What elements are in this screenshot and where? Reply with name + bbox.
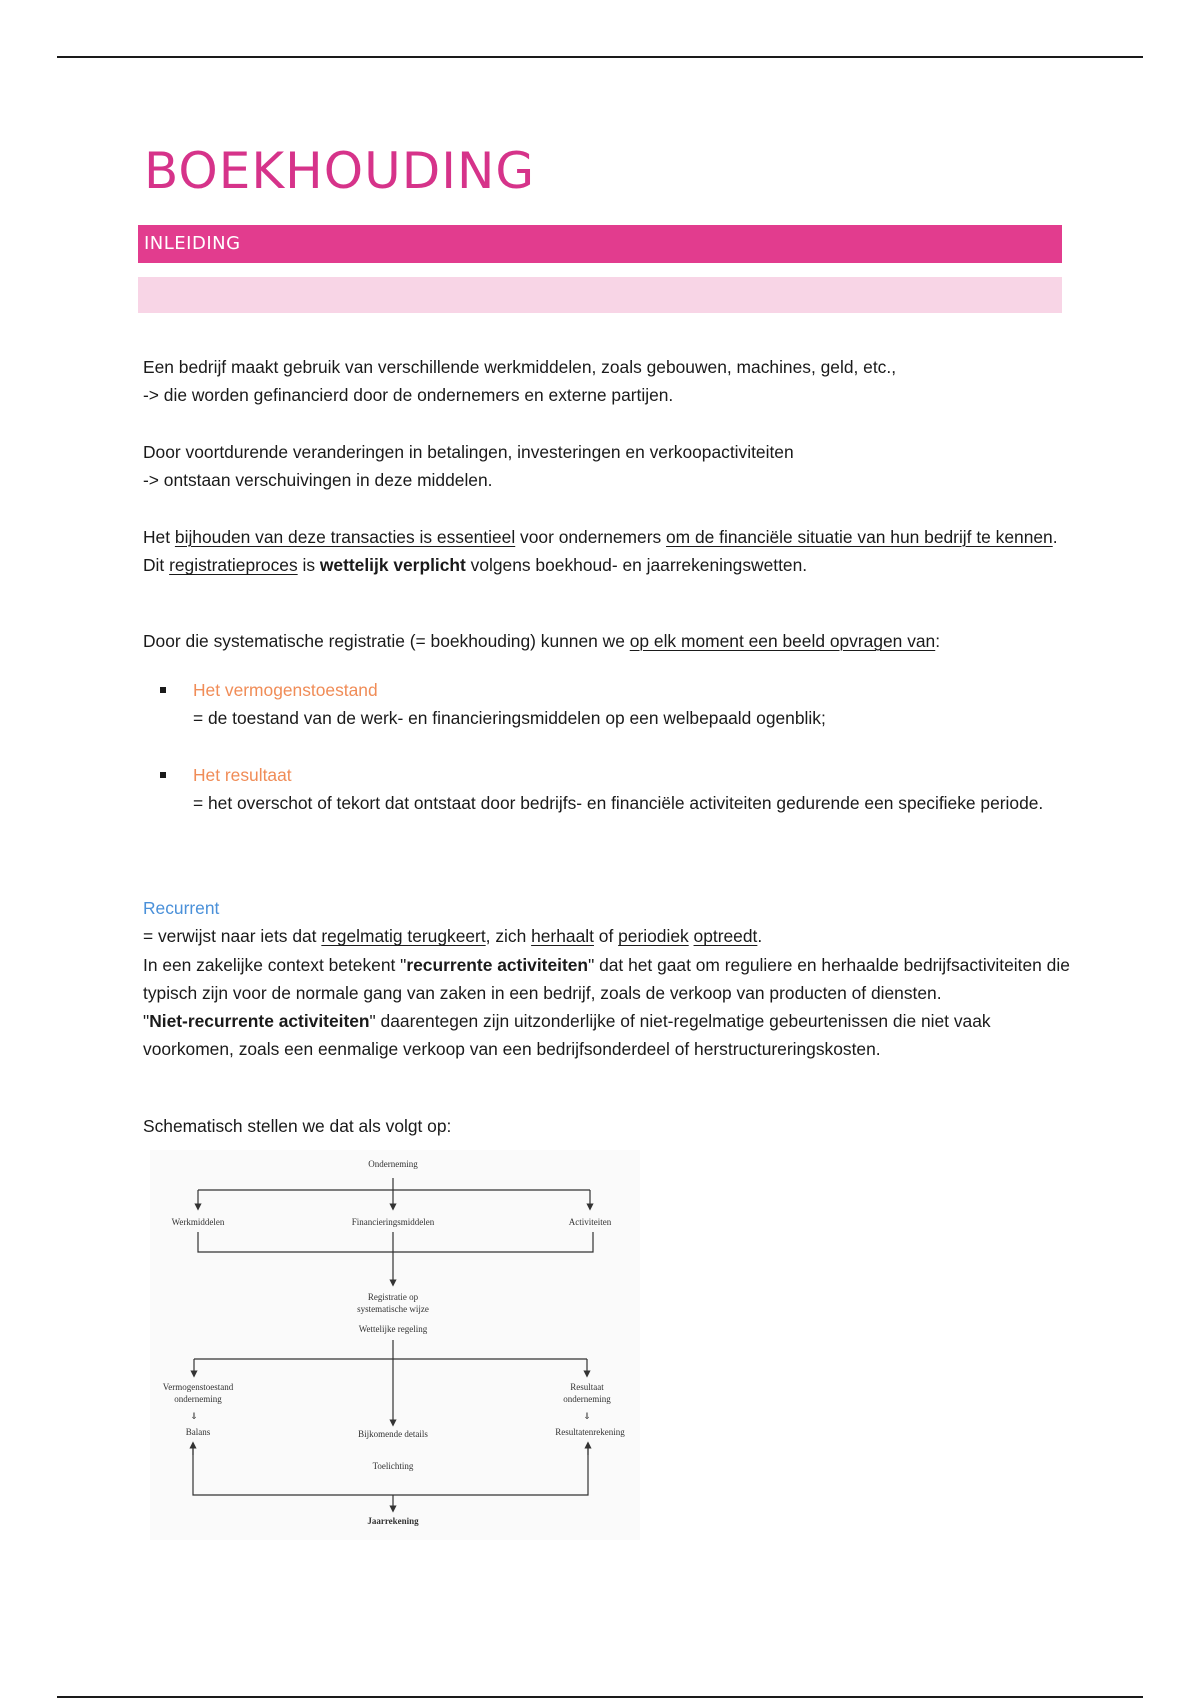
text-paragraph [143,922,1073,950]
diagram-label: systematische wijze [357,1304,429,1314]
text-run: " daarentegen zijn uitzonderlijke of niet-regelmatige gebeurtenissen die niet vaak voorkomen, zoals een eenmalige verkoop van een bedrijfsonderdeel of herstructureringskosten. [143,1011,991,1060]
text-run: . [757,926,763,947]
text-paragraph [143,951,1073,1008]
text-run: is [297,555,320,576]
diagram-label: Resultatenrekening [555,1427,625,1437]
subheading-bar [138,277,1062,313]
paragraph-systematische-registratie [143,627,1073,655]
text-run: , zich [485,926,532,947]
bullet-item [143,761,1063,818]
diagram-label: onderneming [563,1394,611,1404]
paragraph-registratie [143,523,1073,580]
section-recurrent [143,894,1073,1064]
text-run: Niet-recurrente activiteiten [149,1011,370,1032]
schema-diagram [150,1150,640,1540]
text-paragraph [143,627,1073,655]
diagram-label: Wettelijke regeling [358,1324,428,1334]
text-run: herhaalt [531,926,594,947]
diagram-label: Vermogenstoestand [162,1382,234,1392]
top-rule [57,56,1143,58]
bullet-text: = het overschot of tekort dat ontstaat door bedrijfs- en financiële activiteiten gedurende een specifieke periode. [193,793,1044,814]
diagram-label: Resultaat [570,1382,604,1392]
text-run: In een zakelijke context betekent " [143,954,407,975]
text-run: " dat het gaat om reguliere en herhaalde bedrijfsactiviteiten die typisch zijn voor de normale gang van zaken in een bedrijf, zoals de verkoop van producten of diensten. [143,954,1070,1003]
text-run: volgens boekhoud- en jaarrekeningswetten. [465,555,808,576]
text-line: Een bedrijf maakt gebruik van verschillende werkmiddelen, zoals gebouwen, machines, geld, etc., [143,357,897,377]
schema-svg [150,1150,640,1540]
bullet-square-icon [160,687,166,693]
paragraph-veranderingen [143,438,1073,495]
text-run: bijhouden van deze transacties is essentieel [174,527,516,547]
text-run: : [935,631,941,651]
section-heading-inleiding: INLEIDING [138,225,1062,263]
text-line: -> ontstaan verschuivingen in deze middelen. [143,470,493,491]
double-arrow-down-icon: ⇓ [190,1411,198,1421]
diagram-label: Bijkomende details [358,1429,428,1439]
text-run: Door die systematische registratie (= boekhouding) kunnen we [143,631,630,651]
text-paragraph [143,1007,1073,1064]
text-line: Door voortdurende veranderingen in betalingen, investeringen en verkoopactiviteiten [143,442,794,462]
text-paragraph [143,523,1073,580]
diagram-label: Werkmiddelen [171,1217,225,1227]
schema-intro [143,1112,1073,1140]
text-line: -> die worden gefinancierd door de ondernemers en externe partijen. [143,385,674,406]
bullet-square-icon [160,772,166,778]
bullet-heading: Het vermogenstoestand [193,680,378,700]
bullet-vermogenstoestand [143,676,1063,733]
text-run: recurrente activiteiten [406,954,589,975]
recurrent-heading: Recurrent [143,898,220,918]
page-title: BOEKHOUDING [144,142,536,200]
text-run: om de financiële situatie van hun bedrijf te kennen [666,527,1053,547]
diagram-label: Activiteiten [568,1217,612,1227]
bottom-rule [57,1696,1143,1698]
text-run: regelmatig terugkeert [321,926,486,947]
diagram-label: Toelichting [372,1461,414,1471]
paragraph-werkmiddelen [143,353,1073,410]
text-run: periodiek [618,926,689,947]
text-run: registratieproces [169,555,298,576]
text-run: optreedt [693,926,758,947]
bullet-resultaat [143,761,1063,818]
text-line: Schematisch stellen we dat als volgt op: [143,1116,452,1136]
double-arrow-down-icon: ⇓ [583,1411,591,1421]
bullet-text: = de toestand van de werk- en financieringsmiddelen op een welbepaald ogenblik; [193,708,826,729]
text-run: Het [143,527,175,547]
diagram-label: Balans [185,1427,211,1437]
bullet-heading: Het resultaat [193,765,292,785]
diagram-label: Onderneming [368,1159,418,1169]
text-run: " [143,1011,150,1032]
diagram-label: Jaarrekening [367,1516,419,1526]
diagram-label: Registratie op [367,1292,419,1302]
connector-line [198,1232,593,1252]
text-run: op elk moment een beeld opvragen van [629,631,936,651]
diagram-label: Financieringsmiddelen [351,1217,435,1227]
diagram-label: onderneming [174,1394,222,1404]
text-run: . Dit [143,527,1058,576]
text-run: voor ondernemers [515,527,667,547]
bullet-item [143,676,1063,733]
text-run: = verwijst naar iets dat [143,926,322,947]
text-run: of [593,926,619,947]
text-run: wettelijk verplicht [319,555,466,576]
